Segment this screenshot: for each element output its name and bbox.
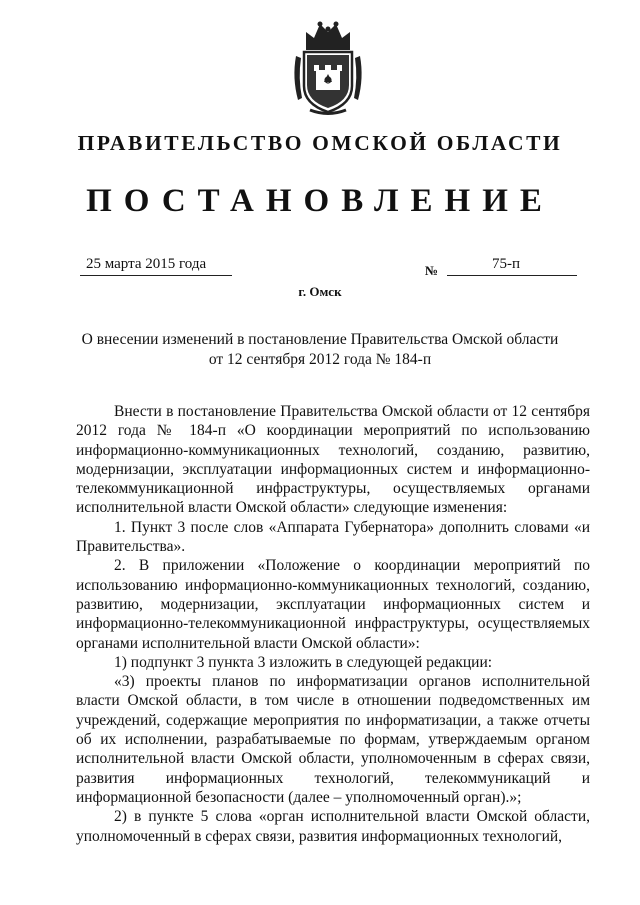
body-quote: «3) проекты планов по информатизации органов исполнительной власти Омской области, в том числе в отношении подведомственных им учреждений, содержащие мероприятия по информатизации, а также отчеты об их исполнении, разрабатываемые по формам, утверждаемым органом исполнительной власти Омской области, уполномоченным в сферах связи, развития информационных технологий, телекоммуникаций и информационной безопасности (далее – уполномоченный орган).»; bbox=[76, 673, 590, 806]
body-item-2: 2. В приложении «Положение о координации мероприятий по использованию информационно-коммуникационных технологий, созданию, развитию, модернизации, эксплуатации информационных систем и информационно-телекоммуникационной инфраструктуры, осуществляемых органами исполнительной власти Омской области»: bbox=[76, 557, 590, 652]
omsk-coat-of-arms-icon bbox=[292, 18, 364, 118]
document-type-title: ПОСТАНОВЛЕНИЕ bbox=[86, 183, 554, 219]
heading-line-2: от 12 сентября 2012 года № 184-п bbox=[208, 351, 432, 368]
body-subitem-1: 1) подпункт 3 пункта 3 изложить в следующей редакции: bbox=[114, 653, 493, 671]
date-underline bbox=[80, 275, 232, 276]
body-subitem-2: 2) в пункте 5 слова «орган исполнительной власти Омской области, уполномоченный в сферах связи, развития информационных технологий, bbox=[76, 808, 590, 845]
government-title: ПРАВИТЕЛЬСТВО ОМСКОЙ ОБЛАСТИ bbox=[77, 131, 563, 155]
heading-line-1: О внесении изменений в постановление Правительства Омской области bbox=[81, 331, 559, 348]
number-sign: № bbox=[425, 263, 439, 278]
city-label: г. Омск bbox=[298, 284, 342, 299]
document-heading bbox=[60, 330, 580, 370]
document-number: 75-п bbox=[492, 256, 521, 272]
body-item-1: 1. Пункт 3 после слов «Аппарата Губернатора» дополнить словами «и Правительства». bbox=[76, 518, 590, 556]
body-paragraph-intro: Внести в постановление Правительства Омской области от 12 сентября 2012 года № 184-п «О координации мероприятий по использованию информационно-коммуникационных технологий, созданию, развитию, модернизации, эксплуатации информационных систем и информационно-телекоммуникационной инфраструктуры, осуществляемых органами исполнительной власти Омской области» следующие изменения: bbox=[76, 403, 590, 517]
number-underline bbox=[447, 275, 577, 276]
document-body bbox=[76, 402, 590, 846]
document-date: 25 марта 2015 года bbox=[86, 256, 207, 272]
